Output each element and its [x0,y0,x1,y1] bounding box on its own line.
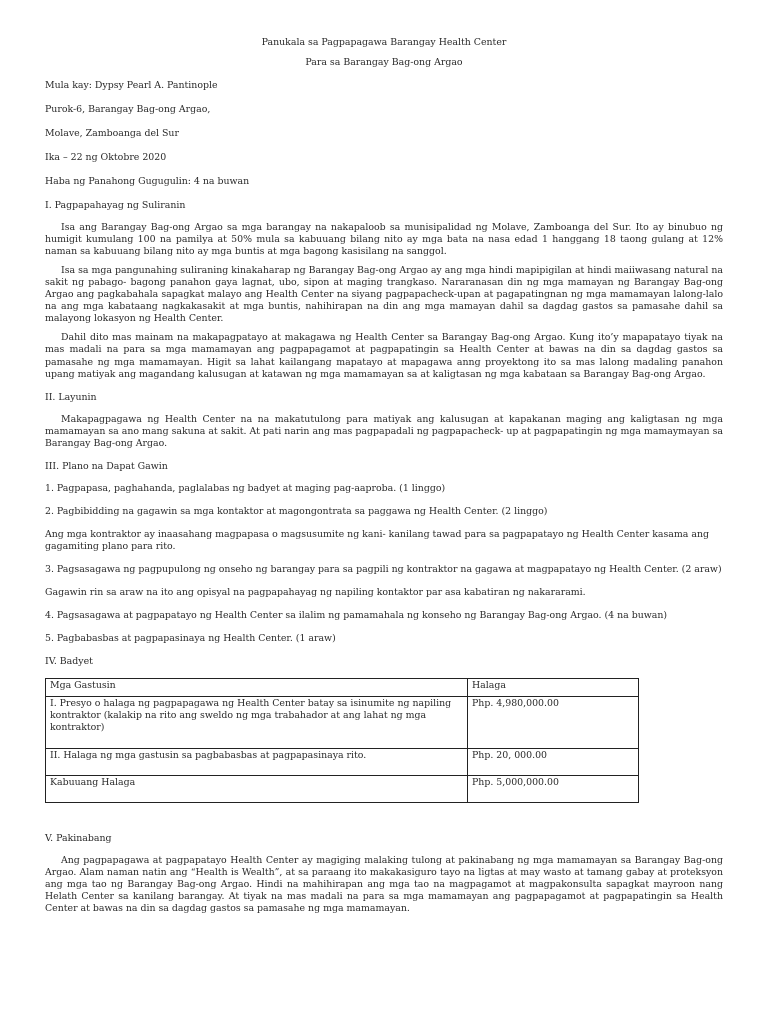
date-line: Ika – 22 ng Oktobre 2020 [45,152,167,164]
budget-header-amount: Halaga [468,679,639,697]
section-5-paragraph-1: Ang pagpapagawa at pagpapatayo Health Center ay magiging malaking tulong at pakinabang ng mga mamamayan sa Barangay Bag-ong Argao. Alam naman natin ang “Health is Wealth”, at sa paraang ito makakasiguro tayo na ligtas at may wasto at tamang gabay at proteksyon ang mga tao ng Barangay Bag-ong Argao. Hindi na mahihirapan ang mga tao na magpagamot at magpakonsulta sapagkat mayroon nang Helath Center sa kanilang barangay. At tiyak na mas madali na para sa mga mamamayan ang pagpapagamot at pagpapatingin sa Health Center at bawas na din sa dagdag gastos sa pamasahe ng mga mamamayan. [45,855,723,915]
section-5-heading: V. Pakinabang [45,833,112,845]
address-line-1: Purok-6, Barangay Bag-ong Argao, [45,104,211,116]
address-line-2: Molave, Zamboanga del Sur [45,128,179,140]
plan-step-3-note: Gagawin rin sa araw na ito ang opisyal na pagpapahayag ng napiling kontaktor par asa kabatiran ng nakararami. [45,586,586,598]
section-2-paragraph-1: Makapagpagawa ng Health Center na na makatutulong para matiyak ang kalusugan at kapakanan maging ang kaligtasan ng mga mamamayan sa ano mang sakuna at sakit. At pati narin ang mas pagpapadali ng pagpapacheck- up at pagpapatingin ng mga mamaymayan sa Barangay Bag-ong Argao. [45,413,723,449]
document-title: Panukala sa Pagpapagawa Barangay Health Center [261,37,507,48]
section-2-heading: II. Layunin [45,391,97,403]
budget-item-cell: II. Halaga ng mga gastusin sa pagbabasbas at pagpapasinaya rito. [46,749,468,776]
budget-amount-cell: Php. 20, 000.00 [468,749,639,776]
section-1-paragraph-1: Isa ang Barangay Bag-ong Argao sa mga barangay na nakapaloob sa munisipalidad ng Molave, Zamboanga del Sur. Ito ay binubuo ng humigit kumulang 100 na pamilya at 50% mula sa kabuuang bilang nito ay mga bata na nasa edad 1 hanggang 18 taong gulang at 12% naman sa kabuuang bilang nito ay mga buntis at mga bagong kasisilang na sanggol. [45,222,723,258]
section-1-paragraph-2: Isa sa mga pangunahing suliraning kinakaharap ng Barangay Bag-ong Argao ay ang mga hindi mapipigilan at hindi maiiwasang natural na sakit ng pabago- bagong panahon gaya lagnat, ubo, sipon at maging trangkaso. Nararanasan din ng mga mamayan ng Barangay Bag-ong Argao ang pagkabahala sapagkat malayo ang Health Center na siyang pagpapacheck-upan at pagapatingnan ng mga mamamayan lalong-lalo na ang mga kabataang nagkakasakit at mga buntis, nahihirapan na din ang mga mamayan dahil sa dagdag gastos sa pamasahe dahil sa malayong lokasyon ng Health Center. [45,265,723,325]
document-body [45,80,723,926]
section-3-heading: III. Plano na Dapat Gawin [45,460,168,472]
section-4-heading: IV. Badyet [45,655,93,667]
plan-step-3: 3. Pagsasagawa ng pagpupulong ng onseho ng barangay para sa pagpili ng kontraktor na gagawa at magpapatayo ng Health Center. (2 araw) [45,563,722,575]
plan-step-2-note: Ang mga kontraktor ay inaasahang magpapasa o magsusumite ng kani- kanilang tawad para sa pagpapatayo ng Health Center kasama ang gagamiting plano para rito. [45,528,709,552]
table-row [46,749,639,776]
budget-item-cell: I. Presyo o halaga ng pagpapagawa ng Health Center batay sa isinumite ng napiling kontraktor (kalakip na rito ang sweldo ng mga trabahador at ang lahat ng mga kontraktor) [46,697,468,749]
table-row [46,776,639,803]
plan-step-5: 5. Pagbabasbas at pagpapasinaya ng Health Center. (1 araw) [45,632,336,644]
budget-header-items: Mga Gastusin [46,679,468,697]
section-1-heading: I. Pagpapahayag ng Suliranin [45,200,186,212]
budget-total-amount: Php. 5,000,000.00 [468,776,639,803]
plan-step-2: 2. Pagbibidding na gagawin sa mga kontaktor at magongontrata sa paggawa ng Health Center. (2 linggo) [45,505,548,517]
budget-table [45,678,639,803]
table-row [46,697,639,749]
budget-amount-cell: Php. 4,980,000.00 [468,697,639,749]
budget-table-header-row [46,679,639,697]
budget-total-label: Kabuuang Halaga [46,776,468,803]
plan-step-4: 4. Pagsasagawa at pagpapatayo ng Health Center sa ilalim ng pamamahala ng konseho ng Barangay Bag-ong Argao. (4 na buwan) [45,609,668,621]
duration-line: Haba ng Panahong Gugugulin: 4 na buwan [45,176,250,188]
document-subtitle: Para sa Barangay Bag-ong Argao [305,57,463,68]
plan-step-1: 1. Pagpapasa, paghahanda, paglalabas ng badyet at maging pag-aaproba. (1 linggo) [45,482,446,494]
section-1-paragraph-3: Dahil dito mas mainam na makapagpatayo at makagawa ng Health Center sa Barangay Bag-ong Argao. Kung ito’y mapapatayo tiyak na mas madali na para sa mga mamamayan ang pagpapagamot at pagpapatingin sa Health Center at bawas na din sa dagdag gastos sa pamasahe ng mga mamamayan. Higit sa lahat kailangang mapatayo at mapagawa anng proyektong ito sa mas lalong madaling panahon upang matiyak ang magandang kalusugan at katawan ng mga mamamayan sa at kaligtasan ng mga kabataan sa Barangay Bag-ong Argao. [45,332,723,380]
author-line: Mula kay: Dypsy Pearl A. Pantinople [45,80,218,91]
